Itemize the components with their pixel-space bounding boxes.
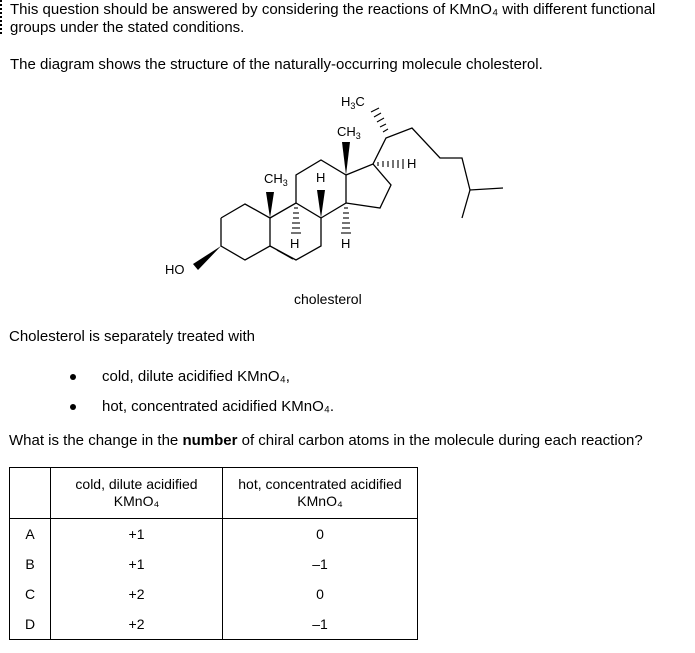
cold-change: +1 xyxy=(51,549,223,579)
hot-change: –1 xyxy=(223,549,418,579)
label-ho: HO xyxy=(165,262,185,277)
label-ch3-top: $CH_3$ xyxy=(337,124,361,141)
header-cold-line2: KMnO₄ xyxy=(113,493,160,509)
question-prompt xyxy=(9,432,643,450)
table-row[interactable] xyxy=(10,579,418,609)
treated-with: Cholesterol is separately treated with xyxy=(9,328,255,345)
intro-line-2: groups under the stated conditions. xyxy=(10,19,245,36)
hot-change: 0 xyxy=(223,519,418,550)
skeleton-bonds xyxy=(221,128,503,260)
prompt-before: What is the change in the xyxy=(9,432,183,449)
bullet-item-cold: cold, dilute acidified KMnO₄, xyxy=(102,368,290,385)
cholesterol-structure xyxy=(0,80,695,310)
diagram-caption: cholesterol xyxy=(294,291,362,307)
table-header-row xyxy=(10,468,418,519)
diagram-intro: The diagram shows the structure of the naturally-occurring molecule cholesterol. xyxy=(10,56,543,73)
prompt-after: of chiral carbon atoms in the molecule during each reaction? xyxy=(237,432,643,449)
header-hot-line1: hot, concentrated acidified xyxy=(238,476,402,492)
cold-change: +2 xyxy=(51,579,223,609)
bullet-marker xyxy=(70,404,76,410)
label-ch3-mid: $CH_3$ xyxy=(264,171,288,188)
header-hot xyxy=(223,468,418,519)
option-letter[interactable]: B xyxy=(10,549,51,579)
label-h3c: $H_3C$ xyxy=(341,94,365,111)
intro-line-1: This question should be answered by considering the reactions of KMnO₄ with different functional xyxy=(10,1,656,18)
wedge-c18 xyxy=(342,142,350,175)
bullet-marker xyxy=(70,374,76,380)
label-h-c14: H xyxy=(341,236,351,251)
hot-change: –1 xyxy=(223,609,418,640)
header-cold-line1: cold, dilute acidified xyxy=(75,476,198,492)
table-row[interactable] xyxy=(10,519,418,550)
option-letter[interactable]: C xyxy=(10,579,51,609)
option-letter[interactable]: D xyxy=(10,609,51,640)
wedge-c19 xyxy=(266,192,274,218)
bullet-item-hot: hot, concentrated acidified KMnO₄. xyxy=(102,398,335,415)
header-blank-cell xyxy=(10,468,51,519)
option-letter[interactable]: A xyxy=(10,519,51,550)
answer-table xyxy=(9,467,418,640)
hot-change: 0 xyxy=(223,579,418,609)
wedge-ho xyxy=(193,246,221,270)
label-h-c8: H xyxy=(290,236,300,251)
label-h-c20: H xyxy=(407,156,417,171)
prompt-emphasis: number xyxy=(182,432,238,449)
table-row[interactable] xyxy=(10,609,418,640)
cold-change: +1 xyxy=(51,519,223,550)
label-h-c9: H xyxy=(316,170,326,185)
cold-change: +2 xyxy=(51,609,223,640)
header-hot-line2: KMnO₄ xyxy=(297,493,343,509)
margin-rule xyxy=(0,0,2,36)
header-cold xyxy=(51,468,223,519)
wedge-h9 xyxy=(317,190,325,218)
table-row[interactable] xyxy=(10,549,418,579)
